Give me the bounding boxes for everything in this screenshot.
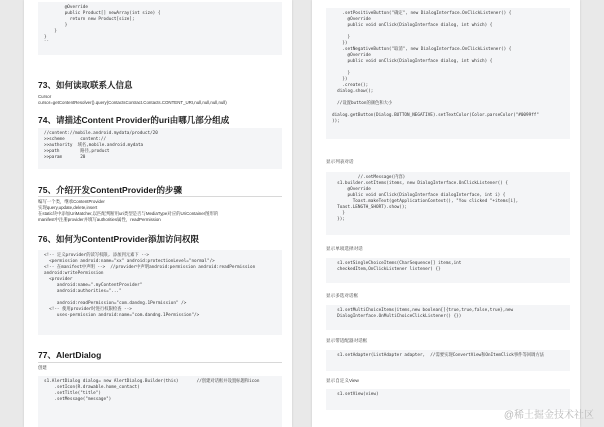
code-line: >>param 20	[44, 155, 86, 160]
code-line: }	[332, 35, 351, 40]
code-line: public void onClick(DialogInterface dialogInterface, int i) {	[332, 193, 506, 198]
code-line: }	[44, 29, 57, 34]
code-line: >>authority 域名,mobile.android.mydata	[44, 143, 144, 148]
left-page	[24, 0, 292, 427]
code-line: //.setMessage(内容)	[332, 175, 406, 180]
code-line: ``	[44, 41, 50, 46]
paragraph: cursor=getContentResolver().query(ContactsContract.Contacts.CONTENT_URI,null,null,null,null)	[38, 100, 227, 105]
code-line: >>scheme content://	[44, 137, 107, 142]
watermark: @稀土掘金技术社区	[503, 410, 594, 421]
section-heading: 73、如何读取联系人信息	[38, 80, 133, 90]
code-line: <!-- 使用provider时进行权限检查 -->	[44, 307, 132, 312]
section-label: 显示自定义View	[326, 378, 359, 383]
code-line: <permission android:name="xx" android:protectionLevel="normal"/>	[44, 259, 215, 264]
section-label: 显示列表对话	[326, 159, 354, 164]
code-line: .setMessage("message")	[44, 397, 112, 402]
code-line: .setNegativeButton("取消", new DialogInterface.OnClickListener() {	[332, 47, 512, 52]
paragraph: 在static块中添加UriMatcher,以匹配判断用uri类型是否与MediaType对应的UriContainer图形的	[38, 211, 219, 216]
code-line: dialog.show();	[332, 89, 374, 94]
section-label: 显示带适配器对话框	[326, 338, 368, 343]
code-line: }	[332, 71, 351, 76]
code-line: //设置button的颜色和大小	[332, 101, 393, 106]
code-line: //content://mobile.android.mydata/product/20	[44, 131, 158, 136]
code-line: .setIcon(R.drawable.home_contact)	[44, 385, 140, 390]
code-block	[326, 350, 570, 371]
paragraph: Cursor	[38, 94, 52, 99]
divider	[38, 196, 282, 197]
code-line: public Product[] newArray(int size) {	[44, 11, 161, 16]
code-line: checkedItem,OnClickListener listener) {}	[332, 267, 441, 272]
code-line: uses-permission android:name="com.dandng.1Permission"/>	[44, 313, 200, 318]
paragraph: manifest中注册provider并填写authorities属性，readPermission	[38, 217, 161, 222]
code-block	[38, 128, 282, 169]
code-line: .create();	[332, 83, 369, 88]
code-line: s1.AlertDialog dialog= new AlertDialog.Builder(this) //创建对话框并设置标题和icon	[44, 379, 260, 384]
code-line: ));	[332, 119, 340, 124]
paragraph: 创建	[38, 365, 47, 370]
code-line: .setPositiveButton("确定", new DialogInterface.OnClickListener() {	[332, 11, 512, 16]
code-line: >>path 路径,product	[44, 149, 110, 154]
code-line: s1.setMultiChoiceItems(items,new boolean[]{true,true,false,true},new	[332, 308, 514, 313]
code-block	[326, 258, 570, 283]
divider	[38, 362, 282, 363]
code-line: public void onClick(DialogInterface dialog, int which) {	[332, 59, 493, 64]
code-line: dialog.getButton(Dialog.BUTTON_NEGATIVE).setTextColor(Color.parseColor("#0099ff"	[332, 113, 539, 118]
code-block	[38, 376, 282, 427]
paragraph: 编写一个类，继承ContentProvider	[38, 199, 105, 204]
code-line: android:name=".myContentProvider"	[44, 283, 143, 288]
code-line: @Override	[44, 5, 88, 10]
code-block	[326, 305, 570, 330]
code-line: android:writePermission	[44, 271, 104, 276]
section-label: 显示多选对话框	[326, 293, 359, 298]
code-line: return new Product[size];	[44, 17, 135, 22]
right-page	[312, 0, 580, 427]
code-line: public void onClick(DialogInterface dialog, int which) {	[332, 23, 493, 28]
paragraph: 实现query,update,delete,insert	[38, 205, 98, 210]
code-line: }	[44, 35, 47, 40]
code-line: })	[332, 77, 348, 82]
code-block	[38, 2, 282, 55]
code-line: @Override	[332, 187, 371, 192]
code-line: });	[332, 217, 345, 222]
code-line: s1.setView(view)	[332, 392, 379, 397]
code-line: s1.builder.setItems(items, new DialogInterface.OnClickListener() {	[332, 181, 508, 186]
code-line: Toast.LENGTH_SHORT).show();	[332, 205, 408, 210]
code-line: })	[332, 41, 348, 46]
code-line: .setTitle("title")	[44, 391, 101, 396]
code-line: }	[44, 23, 68, 28]
code-line: s1.setSingleChoiceItems(CharSequence[] items,int	[332, 261, 462, 266]
code-block	[326, 8, 570, 139]
section-label: 显示单项选择对话	[326, 246, 363, 251]
code-line: Toast.makeText(getApplicationContext(), "You clicked "+items[i],	[332, 199, 519, 204]
code-line: <provider	[44, 277, 73, 282]
code-line: @Override	[332, 17, 371, 22]
section-heading: 75、介绍开发ContentProvider的步骤	[38, 185, 183, 195]
section-heading: 74、请描述Content Provider的uri由哪几部分组成	[38, 115, 230, 125]
code-line: android:authorities="..."	[44, 289, 122, 294]
code-line: @Override	[332, 53, 371, 58]
code-line: DialogInterface.OnMultiChoiceClickListener() {})	[332, 314, 462, 319]
code-line: <!-- 在manifest中声明 --> //provider中声明android:permission android:readPermission	[44, 265, 256, 270]
code-block	[38, 250, 282, 335]
code-line: android:readPermission="com.dandng.1Permission" />	[44, 301, 187, 306]
code-line: s1.setAdapter(ListAdapter adapter, //需要实现ConvertView和OnItemClick事件等回调方法	[332, 353, 544, 358]
code-line: <!-- 定义provider的读写权限, 添加到元素下 -->	[44, 253, 150, 258]
section-heading: 76、如何为ContentProvider添加访问权限	[38, 234, 200, 244]
code-block	[326, 172, 570, 235]
code-line: }	[332, 211, 345, 216]
section-heading: 77、AlertDialog	[38, 350, 102, 360]
